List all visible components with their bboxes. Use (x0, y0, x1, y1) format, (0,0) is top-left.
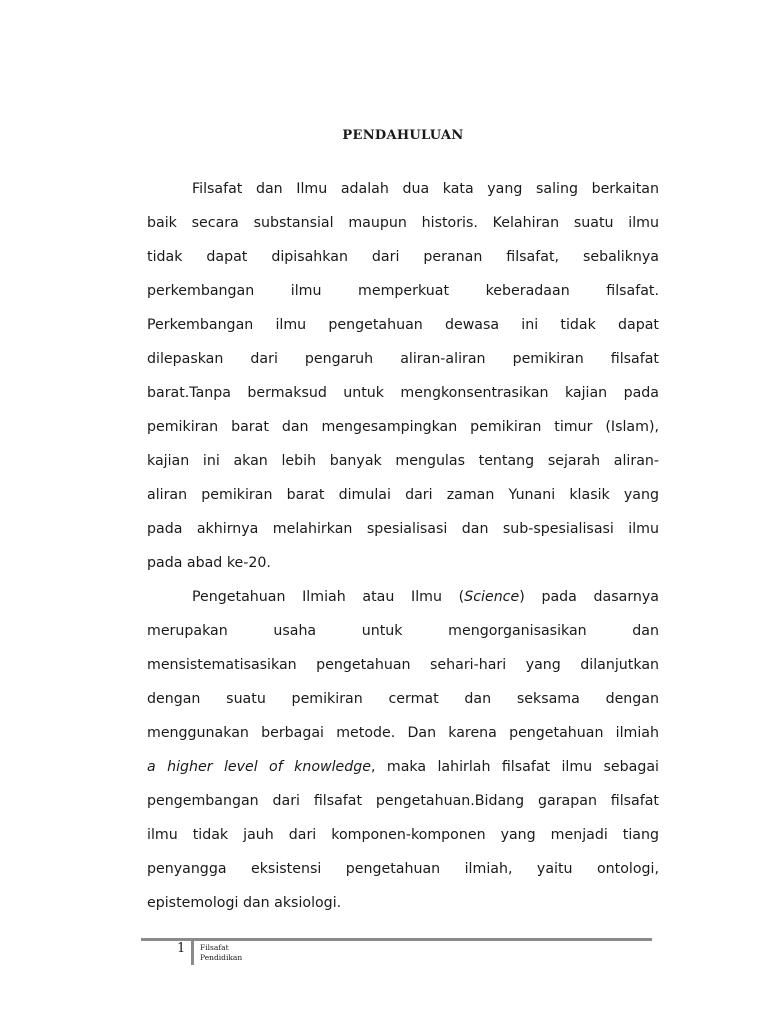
science-term: Science (464, 589, 520, 605)
paragraph-2-line: merupakan usaha untuk mengorganisasikan dan (147, 623, 659, 639)
paragraph-1-line: Filsafat dan Ilmu adalah dua kata yang saling berkaitan (192, 181, 659, 197)
paragraph-2-line: pengembangan dari filsafat pengetahuan.Bidang garapan filsafat (147, 793, 659, 809)
paragraph-1-line: perkembangan ilmu memperkuat keberadaan filsafat. (147, 283, 659, 299)
footer-divider (191, 941, 194, 965)
paragraph-1-line: pemikiran barat dan mengesampingkan pemikiran timur (Islam), (147, 419, 659, 435)
paragraph-2 (147, 580, 659, 920)
paragraph-1-line: dilepaskan dari pengaruh aliran-aliran pemikiran filsafat (147, 351, 659, 367)
paragraph-1-line: tidak dapat dipisahkan dari peranan filsafat, sebaliknya (147, 249, 659, 265)
paragraph-2-line (147, 580, 659, 614)
footer-label (200, 943, 242, 963)
footer-label-line: Pendidikan (200, 953, 243, 962)
paragraph-1 (147, 172, 659, 580)
paragraph-2-text: ) pada dasarnya (519, 589, 659, 605)
paragraph-2-line: penyangga eksistensi pengetahuan ilmiah, yaitu ontologi, (147, 861, 659, 877)
paragraph-2-text: , maka lahirlah filsafat ilmu sebagai (371, 759, 659, 775)
knowledge-phrase: a higher level of knowledge (147, 759, 372, 775)
paragraph-1-line: barat.Tanpa bermaksud untuk mengkonsentrasikan kajian pada (147, 385, 659, 401)
paragraph-1-line: kajian ini akan lebih banyak mengulas tentang sejarah aliran- (147, 453, 659, 469)
paragraph-2-line: epistemologi dan aksiologi. (147, 895, 342, 911)
document-title: PENDAHULUAN (342, 128, 464, 143)
footer-label-line: Filsafat (200, 943, 229, 952)
footer-rule (141, 938, 652, 941)
document-body (147, 172, 659, 920)
paragraph-1-line: aliran pemikiran barat dimulai dari zaman Yunani klasik yang (147, 487, 659, 503)
page-number: 1 (177, 941, 186, 956)
paragraph-2-line: mensistematisasikan pengetahuan sehari-hari yang dilanjutkan (147, 657, 659, 673)
paragraph-2-text: Pengetahuan Ilmiah atau Ilmu ( (192, 589, 465, 605)
paragraph-1-line: pada akhirnya melahirkan spesialisasi dan sub-spesialisasi ilmu (147, 521, 659, 537)
paragraph-2-line: ilmu tidak jauh dari komponen-komponen yang menjadi tiang (147, 827, 659, 843)
paragraph-1-line: pada abad ke-20. (147, 555, 271, 571)
paragraph-1-line: baik secara substansial maupun historis. Kelahiran suatu ilmu (147, 215, 659, 231)
paragraph-2-line: menggunakan berbagai metode. Dan karena pengetahuan ilmiah (147, 725, 659, 741)
paragraph-1-line: Perkembangan ilmu pengetahuan dewasa ini tidak dapat (147, 317, 659, 333)
paragraph-2-line: dengan suatu pemikiran cermat dan seksama dengan (147, 691, 659, 707)
paragraph-2-line (147, 750, 659, 784)
